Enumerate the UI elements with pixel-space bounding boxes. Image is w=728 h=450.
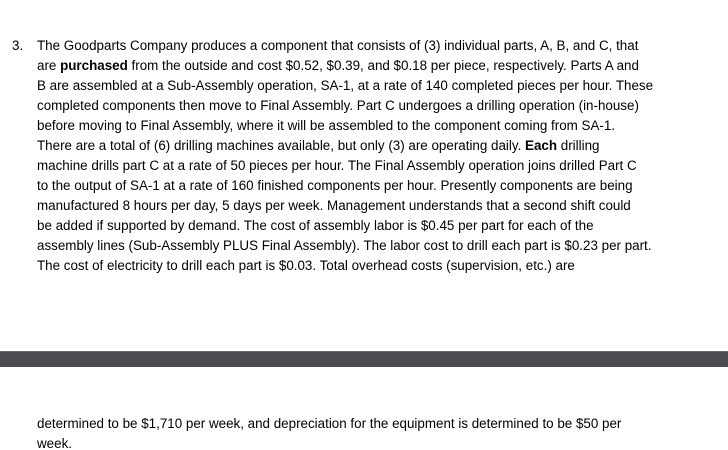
text-line <box>37 96 712 116</box>
text-run: B are assembled at a Sub-Assembly operation, SA-1, at a rate of 140 completed pieces per hour. These <box>37 78 654 93</box>
text-run: The cost of electricity to drill each part is $0.03. Total overhead costs (supervision, etc.) are <box>37 258 575 273</box>
text-run: The Goodparts Company produces a component that consists of (3) individual parts, A, B, and C, that <box>37 38 639 53</box>
problem-statement <box>37 36 712 276</box>
page-separator-top-edge <box>0 351 728 352</box>
text-run: machine drills part C at a rate of 50 pieces per hour. The Final Assembly operation joins drilled Part C <box>37 158 637 173</box>
text-run: be added if supported by demand. The cost of assembly labor is $0.45 per part for each of the <box>37 218 594 233</box>
text-run: drilling <box>557 138 600 153</box>
text-line <box>37 156 712 176</box>
text-run: assembly lines (Sub-Assembly PLUS Final Assembly). The labor cost to drill each part is $0.23 per part. <box>37 238 652 253</box>
text-line <box>37 236 712 256</box>
text-run: completed components then move to Final Assembly. Part C undergoes a drilling operation (in-house) <box>37 98 639 113</box>
text-run: manufactured 8 hours per day, 5 days per week. Management understands that a second shift could <box>37 198 631 213</box>
page-separator <box>0 351 728 367</box>
text-line <box>37 56 712 76</box>
text-run: to the output of SA-1 at a rate of 160 finished components per hour. Presently components are being <box>37 178 633 193</box>
problem-number: 3. <box>12 38 24 53</box>
text-run: are <box>37 58 61 73</box>
problem-continuation <box>37 414 712 450</box>
text-line <box>37 36 712 56</box>
text-line <box>37 256 712 276</box>
text-line: determined to be $1,710 per week, and depreciation for the equipment is determined to be $50 per <box>37 416 622 431</box>
text-line: week. <box>37 436 72 450</box>
text-line <box>37 136 712 156</box>
bold-text-run: purchased <box>60 58 128 73</box>
text-run: from the outside and cost $0.52, $0.39, and $0.18 per piece, respectively. Parts A and <box>127 58 639 73</box>
text-line <box>37 176 712 196</box>
document-page-lower <box>0 367 728 450</box>
text-line <box>37 76 712 96</box>
text-line <box>37 116 712 136</box>
text-run: There are a total of (6) drilling machines available, but only (3) are operating daily. <box>37 138 526 153</box>
bold-text-run: Each <box>525 138 558 153</box>
text-line <box>37 196 712 216</box>
text-line <box>37 216 712 236</box>
text-run: before moving to Final Assembly, where it will be assembled to the component coming from SA-1. <box>37 118 616 133</box>
